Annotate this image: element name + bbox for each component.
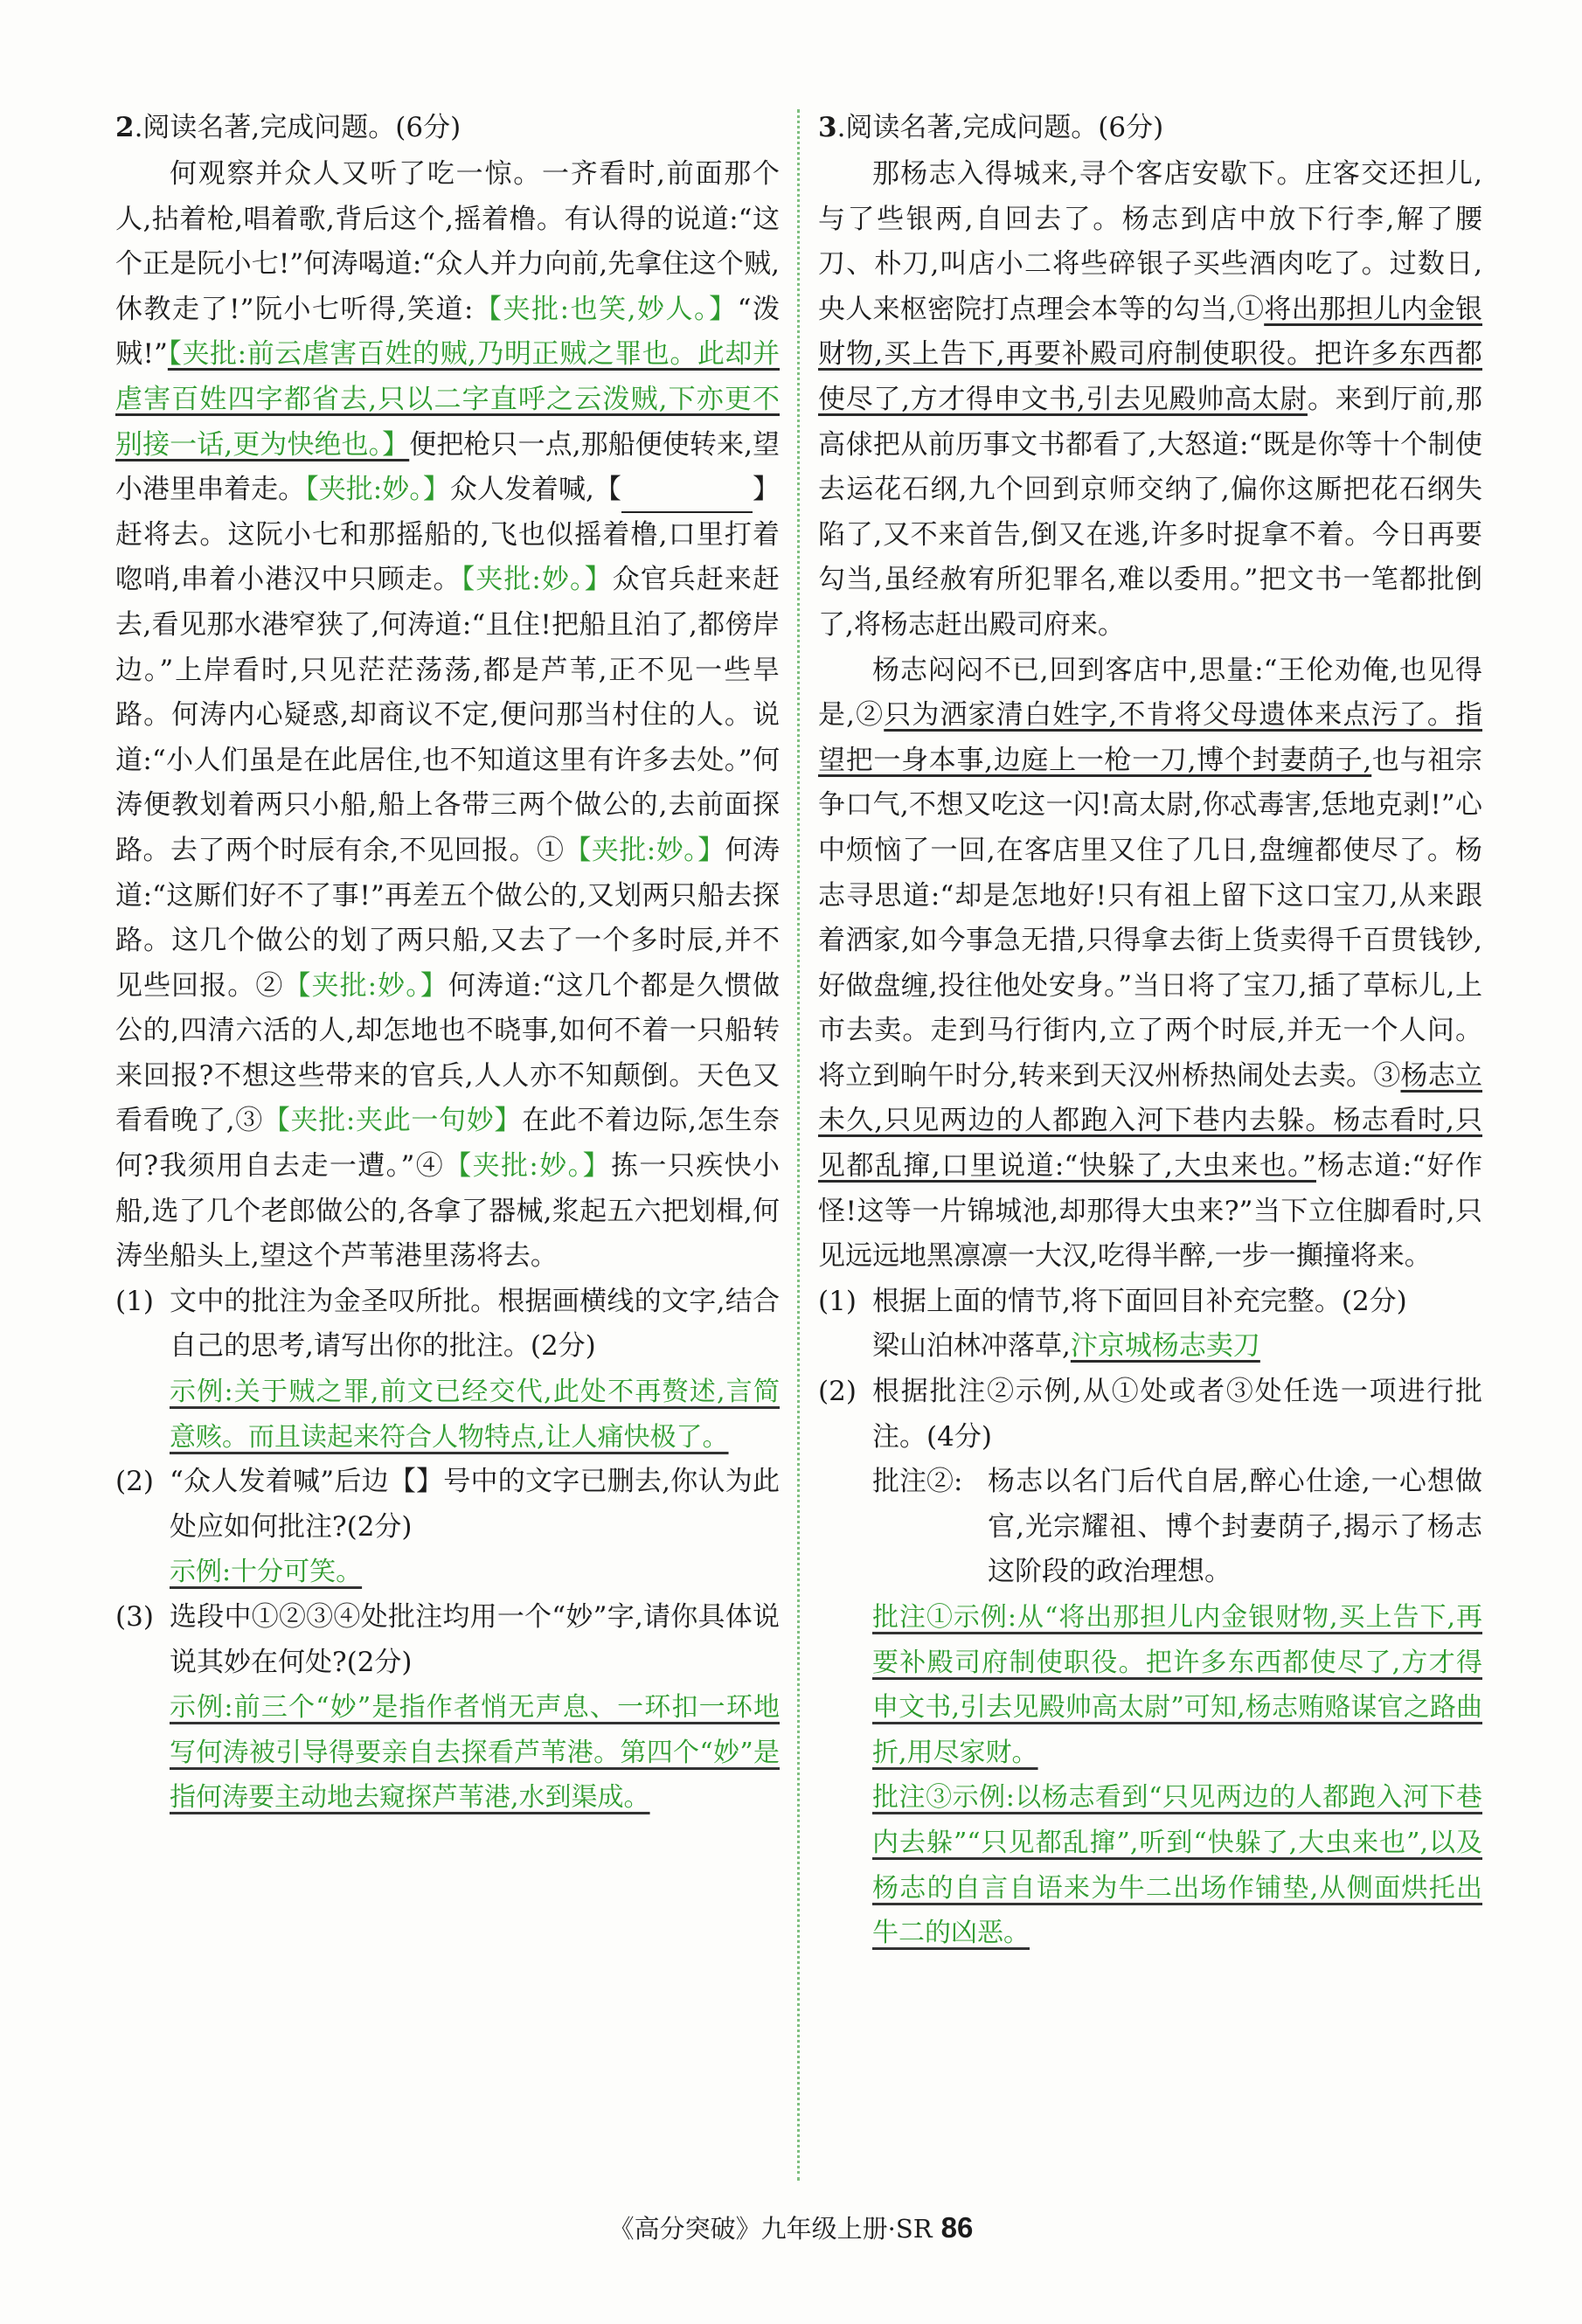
example-note: 批注②: 杨志以名门后代自居,醉心仕途,一心想做官,光宗耀祖、博个封妻荫子,揭示了杨志这阶段的政治理想。: [872, 1466, 1482, 1588]
answer-text: 示例:关于贼之罪,前文已经交代,此处不再赘述,言简意赅。而且读起来符合人物特点,让人痛快极了。: [170, 1377, 780, 1453]
annotation: 【夹批:妙。】: [444, 1150, 611, 1183]
annotation: 【夹批:夹此一句妙】: [262, 1105, 523, 1137]
underlined-text: 将出那担儿内金银财物,买上告下,再要补殿司府制使职役。把许多东西都使尽了,方才得申文书,引去见殿帅高太尉: [818, 293, 1482, 415]
answer-text: 批注①示例:从“将出那担儿内金银财物,买上告下,再要补殿司府制使职役。把许多东西都使尽了,方才得申文书,引去见殿帅高太尉”可知,杨志贿赂谋官之路曲折,用尽家财。: [872, 1602, 1482, 1768]
annotation: 【夹批:妙。】: [305, 474, 450, 506]
question-3-passage-2: 杨志闷闷不已,回到客店中,思量:“王伦劝俺,也见得是,②只为洒家清白姓字,不肯将父母遗体来点污了。指望把一身本事,边庭上一枪一刀,博个封妻荫子,也与祖宗争口气,不想又吃这一闪!高太尉,你忒毒害,恁地克剥!”心中烦恼了一回,在客店里又住了几日,盘缠都使尽了。杨志寻思道:“却是怎地好!只有祖上留下这口宝刀,从来跟着洒家,如今事急无措,只得拿去街上货卖得千百贯钱钞,好做盘缠,投往他处安身。”当日将了宝刀,插了草标儿,上市去卖。走到马行街内,立了两个时辰,并无一个人问。将立到晌午时分,转来到天汉州桥热闹处去卖。③杨志立未久,只见两边的人都跑入河下巷内去躲。杨志看时,只见都乱撺,口里说道:“快躲了,大虫来也。”杨志道:“好作怪!这等一片锦城池,却那得大虫来?”当下立住脚看时,只见远远地黑凛凛一大汉,吃得半醉,一步一攧撞将来。: [818, 654, 1483, 1273]
fill-blank: [621, 482, 753, 513]
column-divider: [797, 109, 800, 2181]
question-3-title: 3.阅读名著,完成问题。(6分): [818, 112, 1164, 143]
annotation-underlined: 【夹批:前云虐害百姓的贼,乃明正贼之罪也。此却并虐害百姓四字都省去,只以二字直呼之云泼贼,下亦更不别接一话,更为快绝也。】: [115, 338, 781, 461]
annotation: 【夹批:妙。】: [564, 834, 725, 866]
annotation: 【夹批:妙。】: [283, 969, 448, 1002]
answer-text: 汴京城杨志卖刀: [1070, 1330, 1260, 1363]
answer-text: 批注③示例:以杨志看到“只见两边的人都跑入河下巷内去躲”“只见都乱撺”,听到“快躲了,大虫来也”,以及杨志的自言自语来为牛二出场作铺垫,从侧面烘托出牛二的凶恶。: [872, 1782, 1482, 1949]
question-3: [818, 103, 1482, 1956]
annotation: 【夹批:妙。】: [461, 564, 613, 596]
question-3-passage-1: 那杨志入得城来,寻个客店安歇下。庄客交还担儿,与了些银两,自回去了。杨志到店中放下行李,解了腰刀、朴刀,叫店小二将些碎银子买些酒肉吃了。过数日,央人来枢密院打点理会本等的勾当,①将出那担儿内金银财物,买上告下,再要补殿司府制使职役。把许多东西都使尽了,方才得申文书,引去见殿帅高太尉。来到厅前,那高俅把从前历事文书都看了,大怒道:“既是你等十个制使去运花石纲,九个回到京师交纳了,偏你这厮把花石纲失陷了,又不来首告,倒又在逃,许多时捉拿不着。今日再要勾当,虽经赦宥所犯罪名,难以委用。”把文书一笔都批倒了,将杨志赶出殿司府来。: [818, 158, 1482, 641]
answer-text: 示例:十分可笑。: [170, 1557, 363, 1588]
underlined-text: 杨志立未久,只见两边的人都跑入河下巷内去躲。杨志看时,只见都乱撺,口里说道:“快躲了,大虫来也。”: [818, 1059, 1482, 1183]
question-2-passage: 何观察并众人又听了吃一惊。一齐看时,前面那个人,拈着枪,唱着歌,背后这个,摇着橹。有认得的说道:“这个正是阮小七!”何涛喝道:“众人并力向前,先拿住这个贼,休教走了!”阮小七听得,笑道:【夹批:也笑,妙人。】“泼贼!”【夹批:前云虐害百姓的贼,乃明正贼之罪也。此却并虐害百姓四字都省去,只以二字直呼之云泼贼,下亦更不别接一话,更为快绝也。】便把枪只一点,那船便使转来,望小港里串着走。【夹批:妙。】众人发着喊,【 】赶将去。这阮小七和那摇船的,飞也似摇着橹,口里打着唿哨,串着小港汉中只顾走。【夹批:妙。】众官兵赶来赶去,看见那水港窄狭了,何涛道:“且住!把船且泊了,都傍岸边。”上岸看时,只见茫茫荡荡,都是芦苇,正不见一些旱路。何涛内心疑惑,却商议不定,便问那当村住的人。说道:“小人们虽是在此居住,也不知道这里有许多去处。”何涛便教划着两只小船,船上各带三两个做公的,去前面探路。去了两个时辰有余,不见回报。①【夹批:妙。】何涛道:“这厮们好不了事!”再差五个做公的,又划两只船去探路。这几个做公的划了两只船,又去了一个多时辰,并不见些回报。②【夹批:妙。】何涛道:“这几个都是久惯做公的,四清六活的人,却怎地也不晓事,如何不着一只船转来回报?不想这些带来的官兵,人人亦不知颠倒。天色又看看晚了,③【夹批:夹此一句妙】在此不着边际,怎生奈何?我须用自去走一遭。”④【夹批:妙。】拣一只疾快小船,选了几个老郎做公的,各拿了器械,浆起五六把划楫,何涛坐船头上,望这个芦苇港里荡将去。: [115, 158, 781, 1273]
question-2-title: 2.阅读名著,完成问题。(6分): [115, 112, 461, 143]
annotation: 【夹批:也笑,妙人。】: [473, 293, 738, 325]
underlined-text: 只为洒家清白姓字,不肯将父母遗体来点污了。指望把一身本事,边庭上一枪一刀,博个封妻荫子,: [818, 699, 1482, 776]
answer-text: 示例:前三个“妙”是指作者悄无声息、一环扣一环地写何涛被引导得要亲自去探看芦苇港。第四个“妙”是指何涛要主动地去窥探芦苇港,水到渠成。: [170, 1692, 780, 1814]
page-footer: [0, 2210, 1582, 2245]
question-2: [115, 103, 780, 1821]
question-2-sub-2: (2) “众人发着喊”后边【】号中的文字已删去,你认为此处应如何批注?(2分): [115, 1466, 780, 1543]
chapter-title-line: 梁山泊林冲落草,汴京城杨志卖刀: [872, 1330, 1260, 1363]
question-3-sub-2: (2) 根据批注②示例,从①处或者③处任选一项进行批注。(4分): [818, 1376, 1482, 1453]
page-number: 86: [940, 2211, 974, 2244]
question-2-sub-3: (3) 选段中①②③④处批注均用一个“妙”字,请你具体说说其妙在何处?(2分): [115, 1601, 780, 1678]
question-3-sub-1: (1) 根据上面的情节,将下面回目补充完整。(2分): [818, 1285, 1407, 1317]
question-2-sub-1: (1) 文中的批注为金圣叹所批。根据画横线的文字,结合自己的思考,请写出你的批注。(2分): [115, 1285, 780, 1363]
book-title: 《高分突破》九年级上册·SR: [608, 2214, 933, 2244]
